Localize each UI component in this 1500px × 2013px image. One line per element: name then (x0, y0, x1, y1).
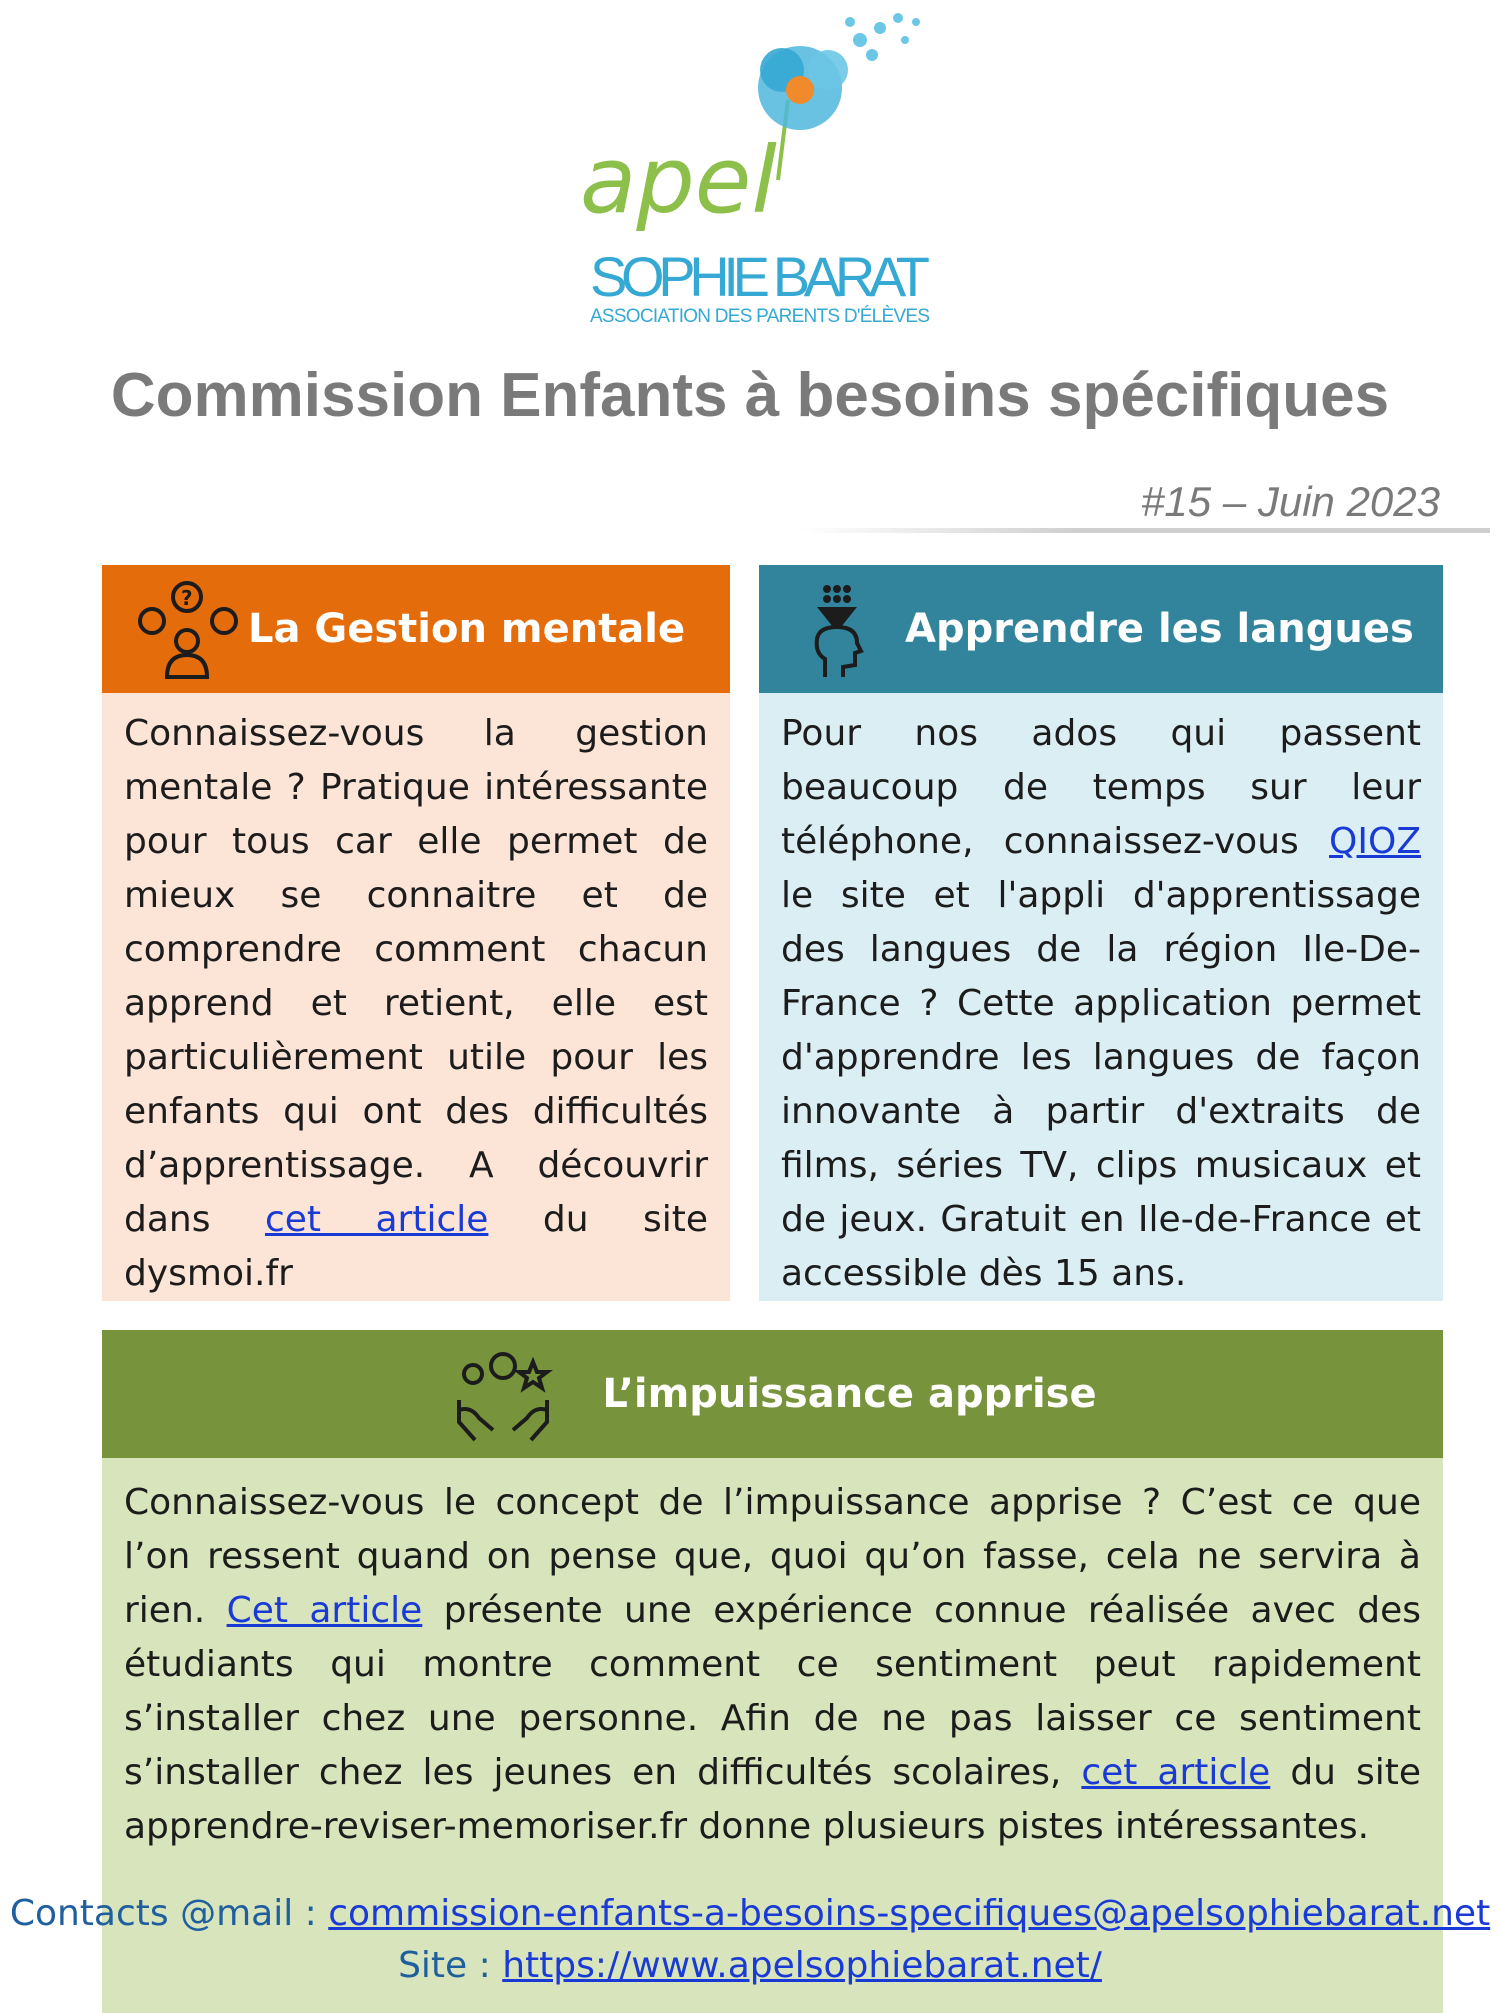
cet-article-link[interactable]: cet article (264, 1199, 489, 1240)
site-line (0, 1940, 1500, 1992)
card-header (102, 1330, 1443, 1458)
logo-name: SOPHIE BARAT (590, 245, 930, 308)
dandelion-icon (758, 13, 920, 180)
logo-wordmark: apel (580, 127, 777, 234)
card-apprendre-langues (759, 565, 1443, 1301)
cet-article-link-1[interactable]: Cet article (226, 1590, 423, 1631)
page-title: Commission Enfants à besoins spécifiques (110, 361, 1390, 430)
card-gestion-mentale (102, 565, 730, 1301)
card-header (759, 565, 1443, 693)
apel-logo (560, 0, 960, 340)
issue-number: #15 – Juin 2023 (1141, 478, 1440, 525)
card-text: Connaissez-vous la gestion mentale ? Pratique intéressante pour tous car elle permet de mieux se connaitre et de comprendre comment chacun apprend et retient, elle est particulièrement utile pour les enfants qui ont des difficultés d’apprentissage. A découvrir dans cet article du site dysmoi.fr (102, 693, 730, 1301)
site-url-link[interactable]: https://www.apelsophiebarat.net/ (502, 1945, 1102, 1986)
thinking-person-icon (132, 574, 242, 684)
head-funnel-icon (809, 574, 869, 684)
card-text: Pour nos ados qui passent beaucoup de temps sur leur téléphone, connaissez-vous QIOZ le site et l'appli d'apprentissage des langues de la région Ile-De-France ? Cette application permet d'apprendre les langues de façon innovante à partir d'extraits de films, séries TV, clips musicaux et de jeux. Gratuit en Ile-de-France et accessible dès 15 ans. (759, 693, 1443, 1301)
contact-email-link[interactable]: commission-enfants-a-besoins-specifiques@apelsophiebarat.net (328, 1893, 1491, 1934)
qioz-link[interactable]: QIOZ (1329, 821, 1421, 862)
contacts-line (0, 1888, 1500, 1940)
site-label: Site : (398, 1945, 503, 1986)
cet-article-link-2[interactable]: cet article (1081, 1752, 1271, 1793)
card-heading: Apprendre les langues (905, 606, 1414, 652)
svg-text:?: ? (181, 586, 193, 610)
card-heading: La Gestion mentale (248, 606, 686, 652)
footer-contacts (0, 1888, 1500, 1992)
contacts-label: Contacts @mail : (9, 1893, 329, 1934)
card-text: Connaissez-vous le concept de l’impuissance apprise ? C’est ce que l’on ressent quand on pense que, quoi qu’on fasse, cela ne servira à rien. Cet article présente une expérience connue réalisée avec des étudiants qui montre comment ce sentiment peut rapidement s’installer chez une personne. Afin de ne pas laisser ce sentiment s’installer chez les jeunes en difficultés scolaires, cet article du site apprendre-reviser-memoriser.fr donne plusieurs pistes intéressantes. (102, 1458, 1443, 2013)
card-header (102, 565, 730, 693)
issue-divider (800, 528, 1490, 533)
card-heading: L’impuissance apprise (602, 1371, 1097, 1417)
hands-ideas-icon (448, 1339, 558, 1449)
logo-tagline: ASSOCIATION DES PARENTS D'ÉLÈVES (590, 306, 930, 327)
